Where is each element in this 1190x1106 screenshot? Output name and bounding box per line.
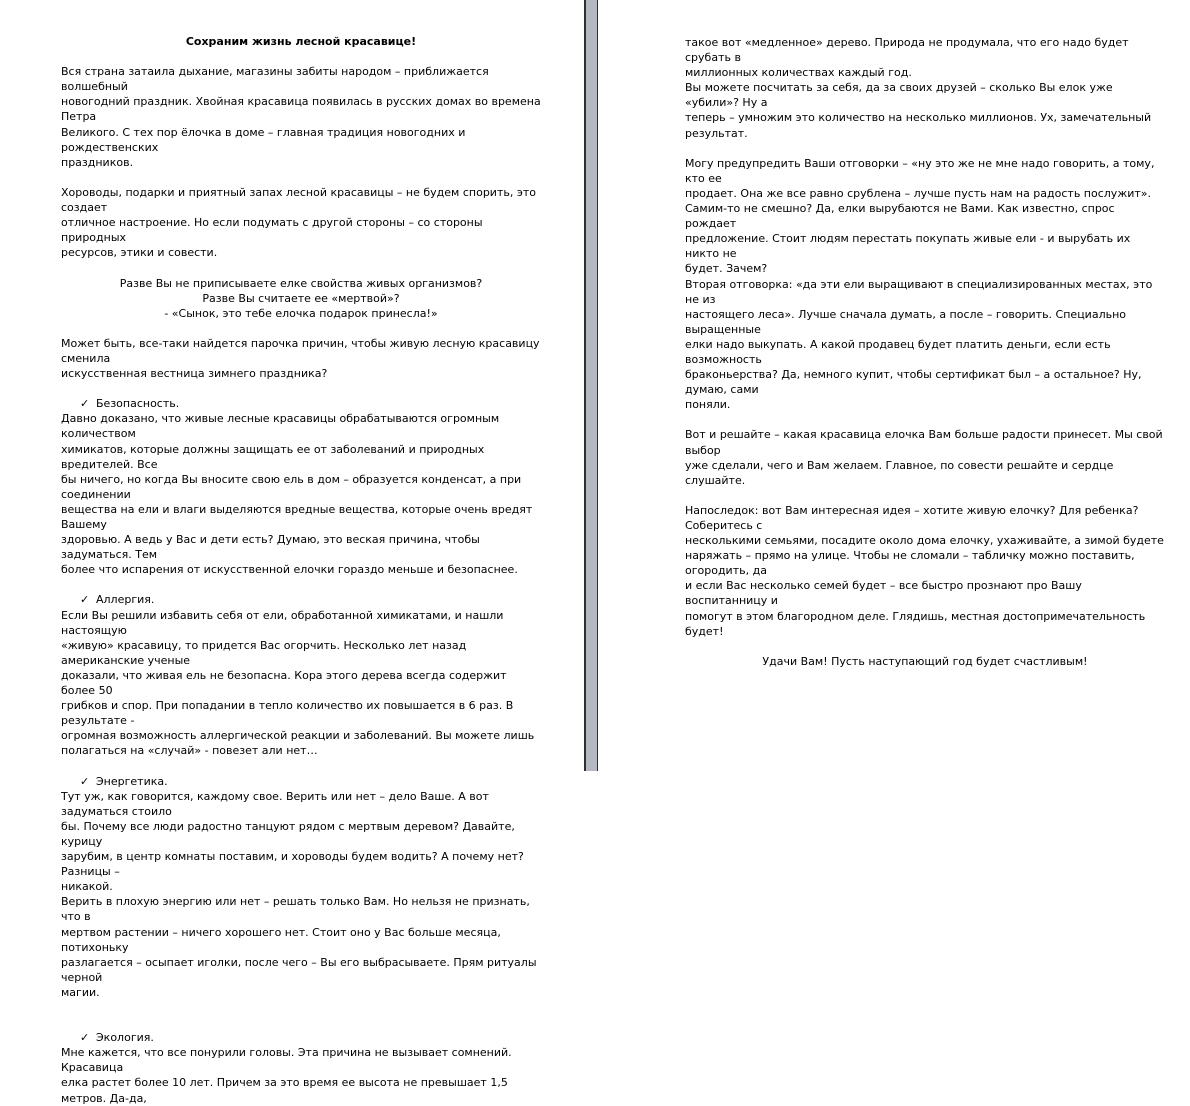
paragraph-intro: Вся страна затаила дыхание, магазины забиты народом – приближается волшебный новогодний праздник. Хвойная красавица появилась в русских домах во времена Петра Великого. С тех пор ёлочка в доме – главная традиция новогодних и рождественских праздников.	[61, 65, 541, 169]
paragraph-energy: Тут уж, как говорится, каждому свое. Верить или нет – дело Ваше. А вот задуматься стоило бы. Почему все люди радостно танцуют рядом с мертвым деревом? Давайте, курицу зарубим, в центр комнаты поставим, и хороводы будем водить? А почему нет? Разницы – никакой. Верить в плохую энергию или нет – решать только Вам. Но нельзя не признать, что в мертвом растении – ничего хорошего нет. Стоит оно у Вас больше месяца, потихоньку разлагается – осыпает иголки, после чего – Вы его выбрасываете. Прям ритуалы черной магии.	[61, 789, 537, 999]
right-page	[598, 0, 1190, 771]
paragraph-excuses: Могу предупредить Ваши отговорки – «ну это же не мне надо говорить, а тому, кто ее продает. Она же все равно срублена – лучше пусть нам на радость послужит». Самим-то не смешно? Да, елки вырубаются не Вами. Как известно, спрос рождает предложение. Стоит людям перестать покупать живые ели - и вырубать их никто не будет. Зачем? Вторая отговорка: «да эти ели выращивают в специализированных местах, это не из настоящего леса». Лучше сначала думать, а после – говорить. Специально выращенные елки надо выкупать. А какой продавец будет платить деньги, если есть возможность браконьерства? Да, немного купит, чтобы сертификат был – а остальное? Ну, думаю, сами поняли.	[685, 156, 1155, 412]
bullet-safety: ✓ Безопасность.	[80, 397, 180, 411]
paragraph-decide: Вот и решайте – какая красавица елочка Вам больше радости принесет. Мы свой выбор уже сделали, чего и Вам желаем. Главное, по совести решайте и сердце слушайте.	[685, 428, 1163, 487]
left-column-text	[61, 34, 541, 1106]
checkmark-icon: ✓	[80, 1031, 90, 1045]
checkmark-icon: ✓	[80, 774, 90, 788]
paragraph-safety: Давно доказано, что живые лесные красавицы обрабатываются огромным количеством химикатов, которые должны защищать ее от заболеваний и природных вредителей. Все бы ничего, но когда Вы вносите свою ель в дом – образуется конденсат, а при соединении вещества на ели и влаги выделяются вредные вещества, которые очень вредят Вашему здоровью. А ведь у Вас и дети есть? Думаю, это веская причина, чтобы задуматься. Тем более что испарения от искусственной елочки гораздо меньше и безопаснее.	[61, 412, 533, 577]
checkmark-icon: ✓	[80, 397, 90, 411]
paragraph-ecology: Мне кажется, что все понурили головы. Эта причина не вызывает сомнений. Красавица елка растет более 10 лет. Причем за это время ее высота не превышает 1,5 метров. Да-да,	[61, 1046, 512, 1105]
rhetorical-questions: Разве Вы не приписываете елке свойства живых организмов? Разве Вы считаете ее «мертвой»? - «Сынок, это тебе елочка подарок принесла!»	[119, 276, 483, 320]
paragraph-holiday-mood: Хороводы, подарки и приятный запах лесной красавицы – не будем спорить, это создает отличное настроение. Но если подумать с другой стороны – со стороны природных ресурсов, этики и совести.	[61, 185, 537, 260]
closing-wish: Удачи Вам! Пусть наступающий год будет счастливым!	[762, 654, 1088, 668]
page-divider	[584, 0, 598, 771]
right-column-text	[685, 35, 1165, 669]
document-title: Сохраним жизнь лесной красавице!	[185, 35, 417, 48]
paragraph-final-idea: Напоследок: вот Вам интересная идея – хотите живую елочку? Для ребенка? Соберитесь с несколькими семьями, посадите около дома елочку, ухаживайте, а зимой будете наряжать – прямо на улице. Чтобы не сломали – табличку можно поставить, огородить, да и если Вас несколько семей будет – все быстро прознают про Вашу воспитанницу и помогут в этом благородном деле. Глядишь, местная достопримечательность будет!	[685, 503, 1164, 638]
paragraph-slow-tree: такое вот «медленное» дерево. Природа не продумала, что его надо будет срубать в миллионных количествах каждый год. Вы можете посчитать за себя, да за своих друзей – сколько Вы елок уже «убили»? Ну а теперь – умножим это количество на несколько миллионов. Ух, замечательный результат.	[685, 36, 1152, 140]
paragraph-reasons-intro: Может быть, все-таки найдется парочка причин, чтобы живую лесную красавицу сменила искусственная вестница зимнего праздника?	[61, 336, 540, 381]
bullet-ecology: ✓ Экология.	[80, 1031, 154, 1045]
bullet-energy: ✓ Энергетика.	[80, 774, 168, 788]
checkmark-icon: ✓	[80, 593, 90, 607]
bullet-allergy: ✓ Аллергия.	[80, 593, 155, 607]
paragraph-allergy: Если Вы решили избавить себя от ели, обработанной химикатами, и нашли настоящую «живую» красавицу, то придется Вас огорчить. Несколько лет назад американские ученые доказали, что живая ель не безопасна. Кора этого дерева всегда содержит более 50 грибков и спор. При попадании в тепло количество их повышается в 6 раз. В результате - огромная возможность аллергической реакции и заболеваний. Вы можете лишь полагаться на «случай» - повезет али нет…	[61, 608, 535, 758]
left-page	[0, 0, 584, 1105]
